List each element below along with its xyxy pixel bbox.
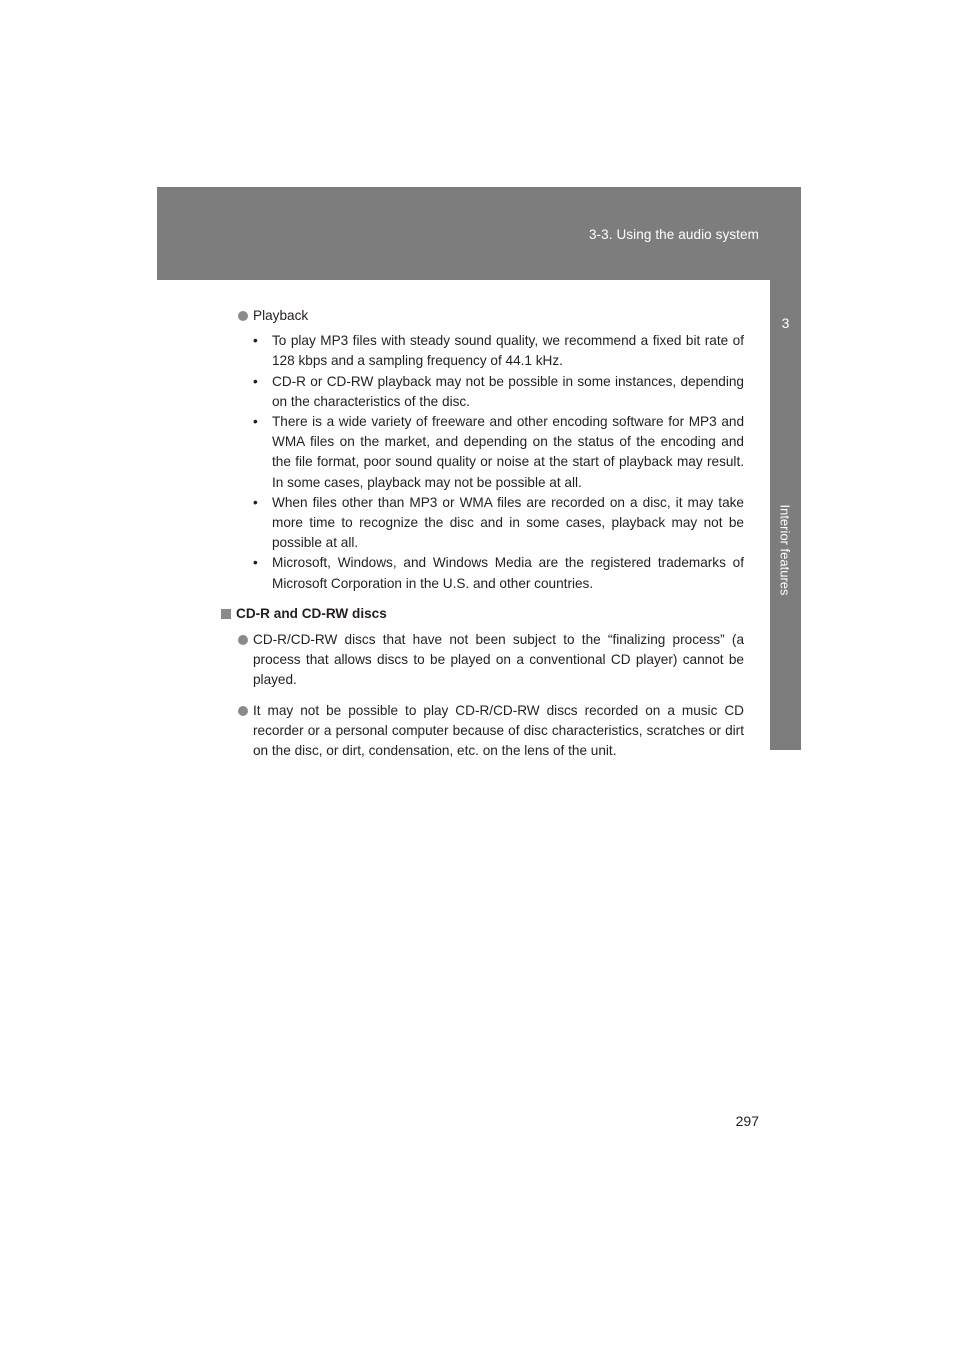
section-title: 3-3. Using the audio system [588, 227, 759, 242]
chapter-tab [770, 280, 801, 750]
cd-section-heading-text: CD-R and CD-RW discs [236, 605, 387, 621]
bullet-mark-icon: • [253, 414, 258, 430]
playback-heading-text: Playback [253, 308, 309, 323]
page-content [236, 306, 744, 771]
header-band [157, 187, 801, 280]
page-number: 297 [735, 1113, 759, 1129]
list-item [253, 331, 744, 371]
cd-paragraph [238, 630, 744, 691]
list-item-text: CD-R or CD-RW playback may not be possible in some instances, depending on the characteristics of the disc. [272, 373, 744, 409]
bullet-dot-icon [238, 311, 248, 321]
bullet-mark-icon: • [253, 373, 258, 389]
list-item-text: Microsoft, Windows, and Windows Media are the registered trademarks of Microsoft Corporation in the U.S. and other countries. [272, 555, 744, 591]
list-item [253, 553, 744, 593]
list-item-text: There is a wide variety of freeware and other encoding software for MP3 and WMA files on the market, and depending on the status of the encoding and the file format, poor sound quality or noise at the start of playback may result. In some cases, playback may not be possible at all. [272, 414, 744, 490]
bullet-mark-icon: • [253, 333, 258, 349]
list-item [253, 412, 744, 493]
playback-heading [238, 306, 744, 326]
cd-paragraph-text: It may not be possible to play CD-R/CD-RW discs recorded on a music CD recorder or a personal computer because of disc characteristics, scratches or dirt on the disc, or dirt, condensation, etc. on the lens of the unit. [253, 702, 744, 759]
cd-section-heading [221, 604, 744, 624]
list-item [253, 493, 744, 554]
list-item-text: To play MP3 files with steady sound quality, we recommend a fixed bit rate of 128 kbps and a sampling frequency of 44.1 kHz. [272, 333, 744, 369]
bullet-mark-icon: • [253, 555, 258, 571]
cd-paragraph-text: CD-R/CD-RW discs that have not been subject to the “finalizing process” (a process that allows discs to be played on a conventional CD player) cannot be played. [253, 632, 744, 688]
list-item [253, 372, 744, 412]
chapter-number: 3 [781, 315, 790, 331]
chapter-label: Interior features [777, 504, 793, 596]
playback-list [253, 331, 744, 594]
bullet-mark-icon: • [253, 494, 258, 510]
cd-paragraph [238, 701, 744, 762]
bullet-dot-icon [238, 635, 248, 645]
square-bullet-icon [221, 609, 231, 619]
bullet-dot-icon [238, 706, 248, 716]
list-item-text: When files other than MP3 or WMA files are recorded on a disc, it may take more time to recognize the disc and in some cases, playback may not be possible at all. [272, 494, 744, 551]
